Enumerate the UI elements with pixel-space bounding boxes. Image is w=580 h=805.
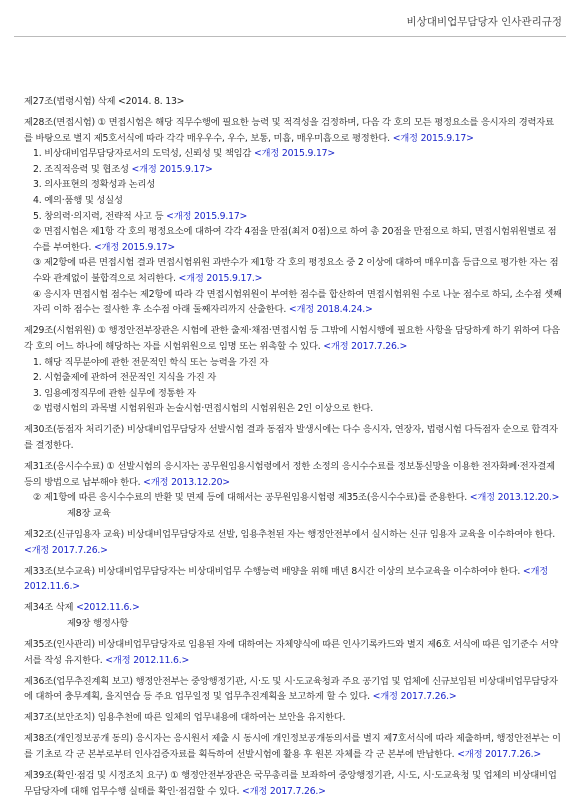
paragraph-text: ② 면접시험은 제1항 각 호의 평정요소에 대하여 각각 4점을 만점(최저 0점)으로 하여 총 20점을 만점으로 하되, 면접시험위원별로 점수를 부여한다. (33, 226, 557, 253)
chapter-heading (24, 616, 562, 632)
article-paragraph (24, 94, 562, 110)
paragraph-text: 제39조(확인·점검 및 시정조치 요구) ① 행정안전부장관은 국무총리를 보좌하여 중앙행정기관, 시·도, 시·도교육청 및 업체의 비상대비업무담당자에 대해 업무수행 실태를 확인·점검할 수 있다. (24, 770, 557, 797)
paragraph-text: 제36조(업무추진계획 보고) 행정안전부는 중앙행정기관, 시·도 및 시·도교육청과 주요 공기업 및 업체에 신규보임된 비상대비업무담당자에 대하여 충무계획, 을지연습 등 주요 업무일정 및 업무추진계획을 보고하게 할 수 있다. (24, 675, 558, 703)
paragraph-text: 3. 임용예정직무에 관한 실무에 정통한 자 (33, 387, 196, 399)
paragraph-text: 제34조 삭제 (24, 602, 74, 614)
article-paragraph (24, 564, 562, 595)
paragraph-text: 제29조(시험위원) ① 행정안전부장관은 시험에 관한 출제·채점·면접시험 등 그밖에 시험시행에 필요한 사항을 담당하게 하기 위하여 다음 각 호의 어느 하나에 해당하는 자를 시험위원으로 임명 또는 위촉할 수 있다. (24, 325, 560, 352)
article-item (24, 490, 562, 506)
revision-note: <개정 2017.7.26.> (457, 749, 541, 761)
paragraph-text: 제31조(응시수수료) ① 선발시험의 응시자는 공무원임용시험령에서 정한 소정의 응시수수료를 정보통신망을 이용한 전자화폐·전자결제 등의 방법으로 납부해야 한다. (24, 461, 555, 488)
article-item (24, 255, 562, 286)
article-paragraph (24, 115, 562, 146)
article-item (24, 401, 562, 417)
revision-note: <개정 2012.11.6.> (105, 654, 190, 666)
paragraph-text: 제37조(보안조치) 임용추천에 따른 일체의 업무내용에 대하여는 보안을 유지한다. (24, 712, 346, 724)
revision-note: <개정 2017.7.26.> (24, 544, 108, 556)
revision-note: <개정 2013.12.20.> (469, 492, 560, 504)
article-item (24, 224, 562, 255)
paragraph-text: 5. 창의력·의지력, 전략적 사고 등 (33, 210, 164, 222)
paragraph-text: 3. 의사표현의 정확성과 논리성 (33, 179, 156, 191)
article-paragraph (24, 600, 562, 616)
paragraph-text: 4. 예의·품행 및 성실성 (33, 195, 123, 207)
article-item (24, 370, 562, 386)
article-paragraph (24, 422, 562, 453)
revision-note: <개정 2015.9.17> (166, 210, 248, 222)
paragraph-text: 2. 시험출제에 관하여 전문적인 지식을 가진 자 (33, 372, 217, 384)
paragraph-text: ④ 응시자 면접시험 점수는 제2항에 따라 각 면접시험위원이 부여한 점수를 합산하여 면접시험위원 수로 나눈 점수로 하되, 소수점 셋째자리 이하 점수는 절사한 후 소수점 아래 둘째자리까지 산출한다. (33, 288, 562, 316)
document-body (24, 94, 562, 805)
paragraph-text: 제9장 행정사항 (67, 617, 129, 629)
revision-note: <개정 2015.9.17> (93, 241, 175, 253)
chapter-heading (24, 506, 562, 522)
paragraph-text: 제33조(보수교육) 비상대비업무담당자는 비상대비업무 수행능력 배양을 위해 매년 8시간 이상의 보수교육을 이수하여야 한다. (24, 565, 521, 577)
article-paragraph (24, 710, 562, 726)
article-item (24, 287, 562, 318)
revision-note: <개정 2013.12.20> (143, 476, 230, 488)
paragraph-text: ② 제1항에 따른 응시수수료의 반환 및 면제 등에 대해서는 공무원임용시험령 제35조(응시수수료)를 준용한다. (33, 492, 467, 504)
article-paragraph (24, 731, 562, 762)
paragraph-text: 제32조(신규임용자 교육) 비상대비업무담당자로 선발, 임용추천된 자는 행정안전부에서 실시하는 신규 임용자 교육을 이수하여야 한다. (24, 528, 556, 540)
article-item (24, 193, 562, 209)
article-paragraph (24, 768, 562, 799)
paragraph-text: 제35조(인사관리) 비상대비업무담당자로 임용된 자에 대하여는 자체양식에 따른 인사기록카드와 별지 제6호 서식에 따른 임기준수 서약서를 작성 유지한다. (24, 639, 558, 666)
article-item (24, 386, 562, 402)
paragraph-text: 2. 조직적응력 및 협조성 (33, 163, 129, 175)
article-item (24, 209, 562, 225)
paragraph-text: ② 법령시험의 과목별 시험위원과 논술시험·면접시험의 시험위원은 2인 이상으로 한다. (33, 403, 373, 415)
paragraph-text: 제38조(개인정보공개 동의) 응시자는 응시원서 제출 시 동시에 개인정보공개동의서를 별지 제7호서식에 따라 제출하며, 행정안전부는 이를 기초로 각 군 본부로부터 인사검증자료를 획득하여 선발시험에 활용 후 원본 자체를 각 군 본부에 반납한다. (24, 733, 561, 761)
article-item (24, 146, 562, 162)
paragraph-text: 1. 비상대비업무담당자로서의 도덕성, 신뢰성 및 책임감 (33, 148, 252, 160)
revision-note: <개정 2012.11.6.> (24, 565, 549, 593)
article-paragraph (24, 323, 562, 354)
article-item (24, 162, 562, 178)
article-paragraph (24, 527, 562, 558)
revision-note: <개정 2017.7.26.> (323, 340, 408, 352)
paragraph-text: ③ 제2항에 따른 면접시험 결과 면접시험위원 과반수가 제1항 각 호의 평정요소 중 2 이상에 대하여 매우미흡 등급으로 평가한 자는 점수와 관계없이 불합격으로 처리한다. (33, 257, 559, 285)
paragraph-text: 1. 해당 직무분야에 관한 전문적인 학식 또는 능력을 가진 자 (33, 356, 269, 368)
paragraph-text: 제8장 교육 (67, 507, 111, 519)
revision-note: <개정 2017.7.26.> (372, 691, 457, 703)
paragraph-text: 제30조(동점자 처리기준) 비상대비업무담당자 선발시험 결과 동점자 발생시에는 다수 응시자, 연장자, 법령시험 다득점자 순으로 합격자를 결정한다. (24, 424, 558, 451)
document-header-title: 비상대비업무담당자 인사관리규정 (406, 16, 562, 28)
paragraph-text: 제27조(법령시험) 삭제 <2014. 8. 13> (24, 96, 185, 107)
revision-note: <개정 2015.9.17> (253, 148, 335, 160)
article-item (24, 355, 562, 371)
article-item (24, 177, 562, 193)
revision-note: <2012.11.6.> (76, 602, 140, 614)
revision-note: <개정 2015.9.17> (131, 163, 213, 175)
article-paragraph (24, 637, 562, 668)
revision-note: <개정 2015.9.17.> (178, 273, 263, 285)
article-paragraph (24, 459, 562, 490)
header-divider (14, 36, 566, 37)
revision-note: <개정 2015.9.17> (392, 132, 474, 144)
revision-note: <개정 2017.7.26.> (242, 785, 326, 797)
paragraph-text: 제28조(면접시험) ① 면접시험은 해당 직무수행에 필요한 능력 및 적격성을 검정하며, 다음 각 호의 모든 평정요소를 응시자의 경력자료를 바탕으로 별지 제5호서식에 따라 각각 매우우수, 우수, 보통, 미흡, 매우미흡으로 평정한다. (24, 117, 554, 144)
revision-note: <개정 2018.4.24.> (288, 304, 373, 316)
article-paragraph (24, 674, 562, 705)
